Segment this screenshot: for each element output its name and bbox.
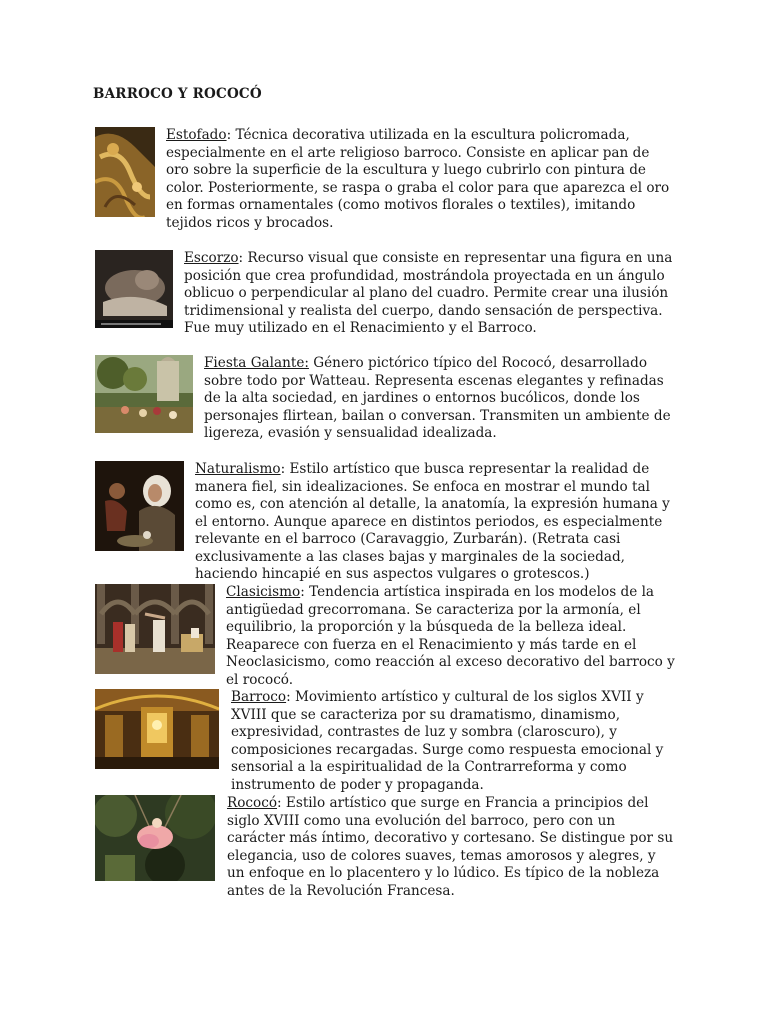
definition-clasicismo: Tendencia artística inspirada en los modelos de la antigüedad grecorromana. Se caracteriza por la armonía, el equilibrio, la proporción y la búsqueda de la belleza ideal. Reaparece con fuerza en el Renacimiento y más tarde en el Neoclasicismo, como reacción al exceso decorativo del barroco y el rococó. [226, 584, 675, 688]
entry-estofado: Estofado: Técnica decorativa utilizada en la escultura policromada, especialmente en el arte religioso barroco. Consiste en aplicar pan de oro sobre la superficie de la escultura y luego cubrirlo con pintura de color. Posteriormente, se raspa o graba el color para que aparezca el oro en formas ornamentales (como motivos florales o textiles), imitando tejidos ricos y brocados. [95, 127, 675, 219]
term-barroco: Barroco [231, 689, 287, 705]
naturalismo-image [95, 461, 184, 551]
barroco-image [95, 689, 219, 769]
rococo-image [95, 795, 215, 881]
entry-escorzo: Escorzo: Recurso visual que consiste en representar una figura en una posición que crea profundidad, mostrándola proyectada en un ángulo oblicuo o perpendicular al plano del cuadro. Permite crear una ilusión tridimensional y realista del cuerpo, dando sensación de perspectiva. Fue muy utilizado en el Renacimiento y el Barroco. [95, 250, 675, 330]
definition-barroco: Movimiento artístico y cultural de los siglos XVII y XVIII que se caracteriza por su dramatismo, dinamismo, expresividad, contrastes de luz y sombra (claroscuro), y composiciones recargadas. Surge como respuesta emocional y sensorial a la espiritualidad de la Contrarreforma y como instrumento de poder y propaganda. [231, 689, 664, 793]
entry-clasicismo: Clasicismo: Tendencia artística inspirada en los modelos de la antigüedad grecorromana. Se caracteriza por la armonía, el equilibrio, la proporción y la búsqueda de la belleza ideal. Reaparece con fuerza en el Renacimiento y más tarde en el Neoclasicismo, como reacción al exceso decorativo del barroco y el rococó. [95, 584, 675, 676]
estofado-image [95, 127, 155, 217]
entry-barroco: Barroco: Movimiento artístico y cultural de los siglos XVII y XVIII que se caracteriza por su dramatismo, dinamismo, expresividad, contrastes de luz y sombra (claroscuro), y composiciones recargadas. Surge como respuesta emocional y sensorial a la espiritualidad de la Contrarreforma y como instrumento de poder y propaganda. [95, 689, 675, 771]
entry-rococo: Rococó: Estilo artístico que surge en Francia a principios del siglo XVIII como una evolución del barroco, pero con un carácter más íntimo, decorativo y cortesano. Se distingue por su elegancia, uso de colores suaves, temas amorosos y alegres, y un enfoque en lo placentero y lo lúdico. Es típico de la nobleza antes de la Revolución Francesa. [95, 795, 675, 883]
term-rococo: Rococó [227, 795, 278, 811]
definition-rococo: Estilo artístico que surge en Francia a principios del siglo XVIII como una evolución del barroco, pero con un carácter más íntimo, decorativo y cortesano. Se distingue por su elegancia, uso de colores suaves, temas amorosos y alegres, y un enfoque en lo placentero y lo lúdico. Es típico de la nobleza antes de la Revolución Francesa. [227, 795, 674, 899]
term-fiesta-galante: Fiesta Galante: [204, 355, 309, 371]
entry-naturalismo: Naturalismo: Estilo artístico que busca representar la realidad de manera fiel, sin idealizaciones. Se enfoca en mostrar el mundo tal como es, con atención al detalle, la anatomía, la expresión humana y el entorno. Aunque aparece en distintos periodos, es especialmente relevante en el barroco (Caravaggio, Zurbarán). (Retrata casi exclusivamente a las clases bajas y marginales de la sociedad, haciendo hincapié en sus aspectos vulgares o grotescos.) [95, 461, 675, 553]
clasicismo-image [95, 584, 215, 674]
term-escorzo: Escorzo [184, 250, 239, 266]
definition-escorzo: Recurso visual que consiste en representar una figura en una posición que crea profundidad, mostrándola proyectada en un ángulo oblicuo o perpendicular al plano del cuadro. Permite crear una ilusión tridimensional y realista del cuerpo, dando sensación de perspectiva. Fue muy utilizado en el Renacimiento y el Barroco. [184, 250, 673, 336]
definition-estofado: Técnica decorativa utilizada en la escultura policromada, especialmente en el arte religioso barroco. Consiste en aplicar pan de oro sobre la superficie de la escultura y luego cubrirlo con pintura de color. Posteriormente, se raspa o graba el color para que aparezca el oro en formas ornamentales (como motivos florales o textiles), imitando tejidos ricos y brocados. [166, 127, 670, 231]
definition-fiesta-galante: Género pictórico típico del Rococó, desarrollado sobre todo por Watteau. Representa escenas elegantes y refinadas de la alta sociedad, en jardines o entornos bucólicos, donde los personajes flirtean, bailan o conversan. Transmiten un ambiente de ligereza, evasión y sensualidad idealizada. [204, 355, 671, 441]
escorzo-image [95, 250, 173, 328]
term-naturalismo: Naturalismo [195, 461, 281, 477]
term-clasicismo: Clasicismo [226, 584, 301, 600]
definition-naturalismo: Estilo artístico que busca representar la realidad de manera fiel, sin idealizaciones. Se enfoca en mostrar el mundo tal como es, con atención al detalle, la anatomía, la expresión humana y el entorno. Aunque aparece en distintos periodos, es especialmente relevante en el barroco (Caravaggio, Zurbarán). (Retrata casi exclusivamente a las clases bajas y marginales de la sociedad, haciendo hincapié en sus aspectos vulgares o grotescos.) [195, 461, 670, 582]
term-estofado: Estofado [166, 127, 227, 143]
page-title: BARROCO Y ROCOCÓ [93, 86, 262, 102]
entry-fiesta-galante [95, 355, 675, 441]
fiesta-galante-image [95, 355, 193, 433]
